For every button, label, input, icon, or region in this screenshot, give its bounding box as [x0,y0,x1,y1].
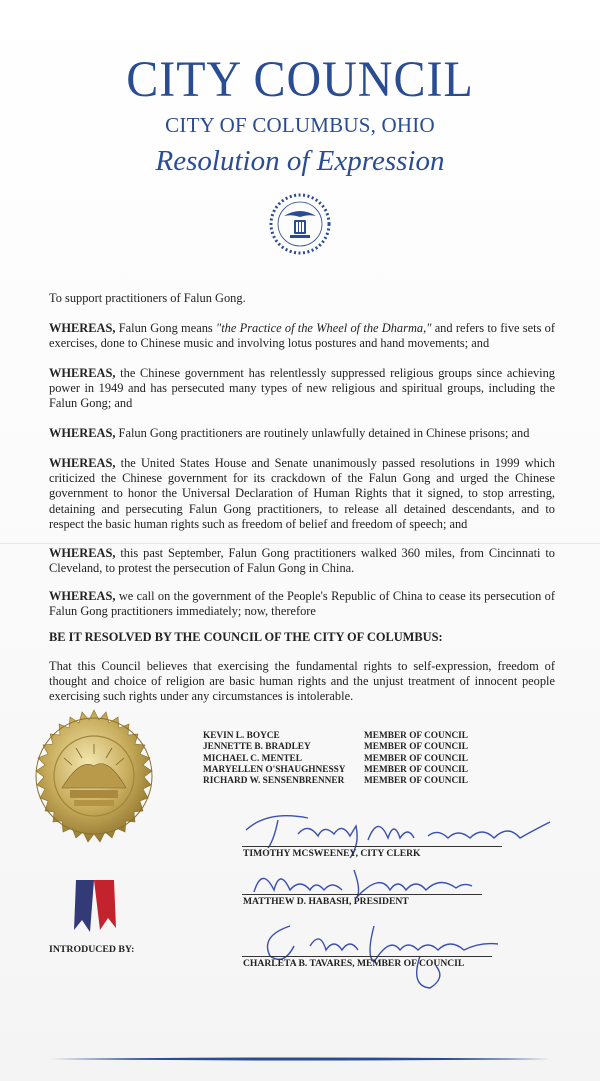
city-subtitle: CITY OF COLUMBUS, OHIO [165,113,435,137]
whereas-label: WHEREAS, [49,321,116,335]
seal-ribbon-icon [72,880,118,932]
member-role: MEMBER OF COUNCIL [364,742,468,753]
whereas-clause-6 [49,589,555,619]
member-role: MEMBER OF COUNCIL [364,731,468,741]
whereas-text: Falun Gong practitioners are routinely unlawfully detained in Chinese prisons; and [115,426,530,440]
whereas-quote: "the Practice of the Wheel of the Dharma," [216,321,432,335]
member-name: MARYELLEN O'SHAUGHNESSY [203,764,346,775]
clerk-signature-line [242,846,502,847]
council-title: CITY COUNCIL [126,51,474,108]
clerk-gold-seal-icon [10,708,178,876]
member-role: MEMBER OF COUNCIL [364,753,468,764]
clerk-label: TIMOTHY MCSWEENEY, CITY CLERK [243,848,421,859]
member-name: MICHAEL C. MENTEL [203,753,302,764]
member-name: JENNETTE B. BRADLEY [203,742,311,753]
introducer-label: CHARLETA B. TAVARES, MEMBER OF COUNCIL [243,958,465,969]
city-emblem-icon [268,192,332,256]
member-role: MEMBER OF COUNCIL [364,776,468,787]
paper-fold-line [0,543,600,544]
resolution-text: That this Council believes that exercising the fundamental rights to self-expression, freedom of thought and choice of religion are basic human rights and the unjust treatment of innocent people exercising such rights under any circumstances is intolerable. [49,659,555,704]
member-row [203,776,468,787]
whereas-text: the Chinese government has relentlessly suppressed religious groups since achieving power in 1949 and has persecuted many types of new religious and spiritual groups, including the Falun Gong; and [49,366,555,411]
whereas-clause-5 [49,546,555,576]
whereas-text: we call on the government of the People's Republic of China to cease its persecution of Falun Gong practitioners immediately; now, therefore [49,589,555,619]
council-members-list [203,731,468,787]
whereas-text: this past September, Falun Gong practitioners walked 360 miles, from Cincinnati to Cleveland, to protest the persecution of Falun Gong in China. [49,546,555,576]
member-role: MEMBER OF COUNCIL [364,764,468,775]
whereas-text: the United States House and Senate unanimously passed resolutions in 1999 which criticized the Chinese government for its crackdown of the Falun Gong and urged the Chinese government to honor the Universal Declaration of Human Rights that it signed, to stop arresting, detaining and persecuting Falun Gong practitioners, to release all detained descendants, and to respect the basic human rights such as freedom of belief and freedom of speech; and [49,456,555,531]
member-name: KEVIN L. BOYCE [203,731,280,741]
footer-rule-icon [50,1054,550,1064]
member-row [203,731,468,742]
whereas-text: and refers to five sets of exercises, done to Chinese music and involving lotus postures and hand movements; and [49,321,555,351]
whereas-label: WHEREAS, [49,546,116,560]
whereas-label: WHEREAS, [49,589,116,603]
member-row [203,742,468,753]
president-label: MATTHEW D. HABASH, PRESIDENT [243,896,409,907]
document-type-title: Resolution of Expression [155,145,445,177]
whereas-clause-3 [49,426,555,441]
member-name: RICHARD W. SENSENBRENNER [203,776,345,787]
member-row [203,754,468,765]
president-signature-line [242,894,482,895]
introduced-by-label: INTRODUCED BY: [49,944,135,955]
resolved-heading: BE IT RESOLVED BY THE COUNCIL OF THE CITY OF COLUMBUS: [49,630,443,644]
whereas-label: WHEREAS, [49,456,116,470]
whereas-clause-2 [49,366,555,412]
member-row [203,765,468,776]
whereas-label: WHEREAS, [49,366,116,380]
whereas-clause-4 [49,456,555,532]
resolution-purpose: To support practitioners of Falun Gong. [49,291,246,305]
whereas-text: Falun Gong means [115,321,216,335]
introducer-signature-line [242,956,492,957]
whereas-clause-1 [49,321,555,351]
whereas-label: WHEREAS, [49,426,116,440]
